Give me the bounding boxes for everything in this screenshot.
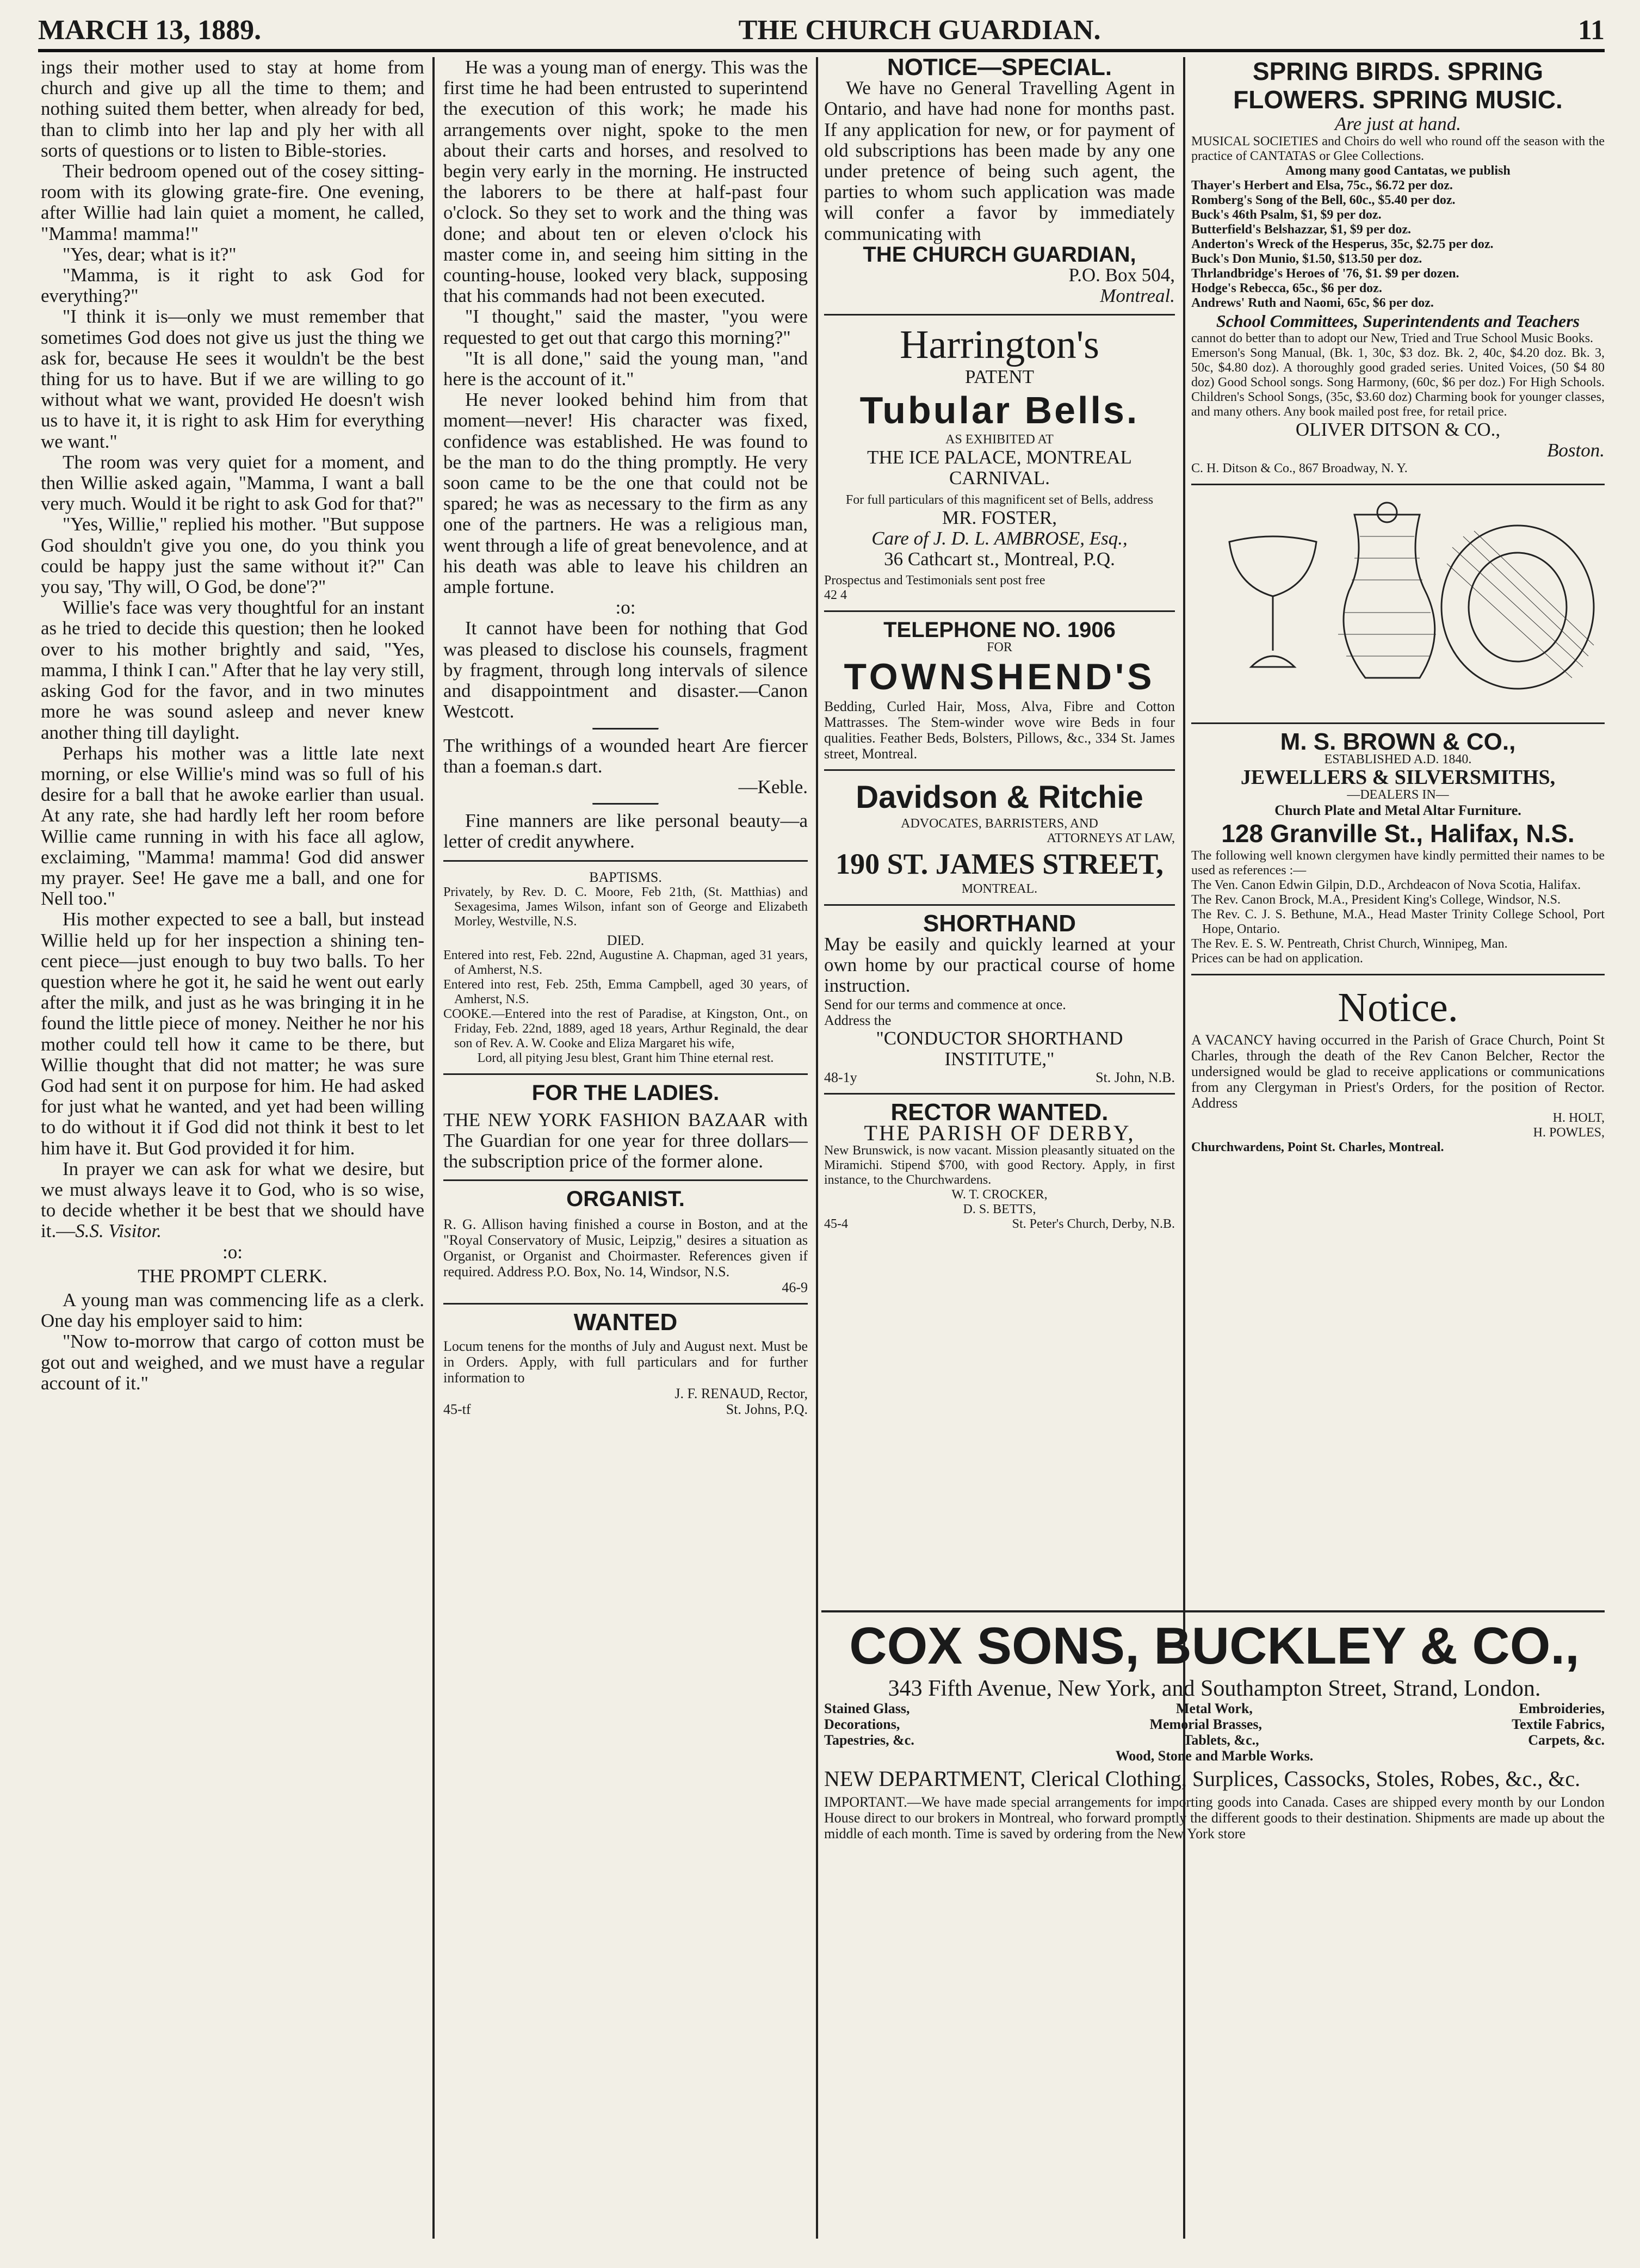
ladies-text: THE NEW YORK FASHION BAZAAR with The Guardian for one year for three dollars—the subscription price of the former alone.	[443, 1109, 808, 1172]
cantata-item: Thayer's Herbert and Elsa, 75c., $6.72 per doz.	[1191, 178, 1453, 193]
cantata-item: Buck's 46th Psalm, $1, $9 per doz.	[1191, 208, 1382, 223]
story-para: "Now to-morrow that cargo of cotton must be got out and weighed, and we must have a regular account of it."	[41, 1331, 424, 1394]
quote-manners: Fine manners are like personal beauty—a letter of credit anywhere.	[443, 810, 808, 852]
baptisms-title: BAPTISMS.	[589, 869, 662, 885]
cox-row	[824, 1716, 1605, 1732]
davidson-ritchie-name: Davidson & Ritchie	[856, 779, 1143, 815]
school-committees-text: cannot do better than to adopt our New, Tried and True School Music Books.	[1191, 331, 1594, 346]
cantata-item: Butterfield's Belshazzar, $1, $9 per doz.	[1191, 223, 1411, 237]
story-para-text: In prayer we can ask for what we desire, but we must always leave it to God, who is so wise, to decide whether it be best that we should have it.—	[41, 1158, 424, 1242]
cantata-item: Andrews' Ruth and Naomi, 65c, $6 per doz.	[1191, 296, 1434, 311]
separator: :o:	[222, 1241, 243, 1263]
reference-item: The Rev. Canon Brock, M.A., President King's College, Windsor, N.S.	[1191, 893, 1561, 907]
dr-city: MONTREAL.	[961, 881, 1038, 896]
died-entry: Entered into rest, Feb. 22nd, Augustine A. Chapman, aged 31 years, of Amherst, N.S.	[443, 948, 808, 977]
bells-exhibited: AS EXHIBITED AT	[945, 432, 1054, 447]
reference-item: The Rev. E. S. W. Pentreath, Christ Church, Winnipeg, Man.	[1191, 937, 1508, 951]
rector-footer	[824, 1217, 1175, 1232]
reference-item: The Rev. C. J. S. Bethune, M.A., Head Master Trinity College School, Port Hope, Ontario.	[1191, 907, 1605, 937]
story-para: A young man was commencing life as a clerk. One day his employer said to him:	[41, 1289, 424, 1332]
organist-code: 46-9	[782, 1279, 808, 1295]
bells-care: Care of J. D. L. AMBROSE, Esq.,	[871, 528, 1128, 549]
shorthand-text: May be easily and quickly learned at your own home by our practical course of home instruction.	[824, 934, 1175, 997]
rule	[443, 860, 808, 862]
header-date: MARCH 13, 1889.	[38, 14, 262, 46]
story-column-2	[443, 57, 808, 2239]
story-para: "I think it is—only we must remember that sometimes God does not give us just the thing we ask for, because He sees it wouldn't be the best thing for us to have. But if we are willing to go without what we want, provided He doesn't wish us to have it, it is right to ask Him for everything we want."	[41, 306, 424, 452]
cox-item: Decorations,	[824, 1716, 900, 1732]
notice-signature: Churchwardens, Point St. Charles, Montreal.	[1191, 1140, 1444, 1155]
story-para	[41, 1159, 424, 1242]
chalice-stem	[1251, 596, 1295, 667]
rule	[824, 610, 1175, 612]
rule	[824, 769, 1175, 771]
shorthand-title: SHORTHAND	[923, 910, 1076, 937]
story-para: "Mamma, is it right to ask God for everything?"	[41, 264, 424, 307]
rector-place: St. Peter's Church, Derby, N.B.	[1012, 1217, 1175, 1232]
cantata-item: Romberg's Song of the Bell, 60c., $5.40 per doz.	[1191, 193, 1456, 208]
ads-column-4	[1191, 57, 1605, 1591]
spring-birds-title: SPRING BIRDS. SPRING FLOWERS. SPRING MUSIC.	[1233, 57, 1563, 114]
townshend-text: Bedding, Curled Hair, Moss, Alva, Fibre and Cotton Mattrasses. The Stem-winder wove wire Beds in four qualities. Feather Beds, Bolsters, Pillows, &c., 334 St. James street, Montreal.	[824, 698, 1175, 762]
wanted-code: 45-tf	[443, 1401, 471, 1417]
bells-code: 42 4	[824, 588, 847, 602]
msbrown-address: 128 Granville St., Halifax, N.S.	[1221, 819, 1575, 848]
notice-org: THE CHURCH GUARDIAN,	[863, 242, 1136, 267]
rector-name-1: W. T. CROCKER,	[951, 1188, 1048, 1202]
cox-item: Metal Work,	[1175, 1701, 1253, 1716]
shorthand-institute: "CONDUCTOR SHORTHAND INSTITUTE,"	[876, 1027, 1123, 1070]
bells-title: Tubular Bells.	[859, 388, 1140, 431]
rule	[1191, 974, 1605, 975]
column-rule	[816, 57, 818, 2239]
ladies-title: FOR THE LADIES.	[531, 1080, 720, 1105]
cox-row-4: Wood, Stone and Marble Works.	[1115, 1748, 1314, 1764]
rule	[824, 904, 1175, 906]
wanted-name: J. F. RENAUD, Rector,	[674, 1385, 808, 1401]
spring-birds-text: MUSICAL SOCIETIES and Choirs do well who round off the season with the practice of CANTATAS or Glee Collections.	[1191, 134, 1605, 164]
telephone-for: FOR	[987, 640, 1012, 654]
school-books: Emerson's Song Manual, (Bk. 1, 30c, $3 doz. Bk. 2, 40c, $4.20 doz. Bk. 3, 50c, $4.80 doz). A thoroughly good graded series. United Voices, (50 $4 80 doz) Good School songs. Song Harmony, (60c, $6 per doz.) For High Schools. Children's School Songs, (35c, $3.60 doz) Charming book for younger classes, and many others. Any book mailed post free, for retail price.	[1191, 346, 1605, 419]
notice-name-2: H. POWLES,	[1533, 1126, 1605, 1140]
died-entry: COOKE.—Entered into the rest of Paradise, at Kingston, Ont., on Friday, Feb. 22nd, 1889, aged 18 years, Arthur Reginald, the dear son of Rev. A. W. Cooke and Eliza Margaret his wife,	[443, 1006, 808, 1050]
bells-patent: PATENT	[964, 366, 1035, 388]
rule	[443, 1179, 808, 1181]
short-rule	[592, 728, 659, 730]
shorthand-footer	[824, 1070, 1175, 1085]
msbrown-trade: JEWELLERS & SILVERSMITHS,	[1240, 766, 1556, 789]
story-para: "Yes, dear; what is it?"	[63, 243, 237, 265]
story-para: "Yes, Willie," replied his mother. "But suppose God shouldn't give you one, do you think you could be happy just the same without it?" Can you say, 'Thy will, O God, be done'?"	[41, 514, 424, 598]
cox-important: IMPORTANT.—We have made special arrangements for importing goods into Canada. Cases are shipped every month by our London House direct to our brokers in Montreal, who forward promptly the different goods to their destination. Shipments are made up about the middle of each month. Time is saved by ordering from the New York store	[824, 1794, 1605, 1841]
church-plate-engraving	[1191, 493, 1605, 710]
rule	[1191, 484, 1605, 485]
story-para: "It is all done," said the young man, "and here is the account of it."	[443, 347, 808, 390]
dr-line2: ATTORNEYS AT LAW,	[1047, 831, 1175, 845]
cox-item: Carpets, &c.	[1528, 1732, 1605, 1748]
organist-text: R. G. Allison having finished a course in Boston, and at the "Royal Conservatory of Music, Leipzig," desires a situation as Organist, or Organist and Choirmaster. References given if required. Address P.O. Box, No. 14, Windsor, N.S.	[443, 1216, 808, 1280]
rule	[443, 1303, 808, 1305]
cantata-item: Thrlandbridge's Heroes of '76, $1. $9 per dozen.	[1191, 267, 1459, 281]
cox-ad	[824, 1616, 1605, 2236]
header-page: 11	[1577, 14, 1605, 46]
story-para: He never looked behind him from that moment—never! His character was fixed, confidence was established. He was found to be the man to do the thing promptly. He very soon came to be the one that could not be spared; he was as necessary to the firm as any one of the partners. He was a religious man, went through a life of great benevolence, and at his death was able to leave his children an ample fortune.	[443, 389, 808, 598]
dr-address: 190 ST. JAMES STREET,	[836, 847, 1164, 880]
cantata-item: Buck's Don Munio, $1.50, $13.50 per doz.	[1191, 252, 1422, 267]
story-para: Their bedroom opened out of the cosey sitting-room with its glowing grate-fire. One evening, after Willie had lain quiet a moment, he called, "Mamma! mamma!"	[41, 160, 424, 244]
notice-city: Montreal.	[1100, 285, 1175, 307]
cox-item: Embroideries,	[1519, 1701, 1605, 1716]
msbrown-dealers: —DEALERS IN—	[1347, 788, 1449, 802]
townshend-name: TOWNSHEND'S	[844, 656, 1155, 697]
separator: :o:	[615, 597, 636, 619]
died-title: DIED.	[607, 932, 645, 948]
notice-special-title: NOTICE—SPECIAL.	[887, 57, 1112, 81]
died-entry: Entered into rest, Feb. 25th, Emma Campbell, aged 30 years, of Amherst, N.S.	[443, 977, 808, 1006]
rector-head: THE PARISH OF DERBY,	[864, 1121, 1135, 1146]
bells-place: THE ICE PALACE, MONTREAL CARNIVAL.	[867, 446, 1132, 489]
bells-name: Harrington's	[900, 323, 1099, 368]
notice-name-1: H. HOLT,	[1552, 1111, 1605, 1126]
baptism-entry: Privately, by Rev. D. C. Moore, Feb 21th, (St. Matthias) and Sexagesima, James Wilson, infant son of George and Elizabeth Morley, Westville, N.S.	[443, 885, 808, 929]
cantata-item: Anderton's Wreck of the Hesperus, 35c, $2.75 per doz.	[1191, 237, 1494, 252]
cox-item: Tapestries, &c.	[824, 1732, 914, 1748]
msbrown-title: M. S. BROWN & CO.,	[1280, 728, 1516, 755]
story-para: ings their mother used to stay at home from church and give up all the time to them; and nothing suited them better, when already for bed, than to climb into her lap and ply her with all sorts of questions or to listen to Bible-stories.	[41, 57, 424, 161]
story-title: THE PROMPT CLERK.	[138, 1265, 327, 1287]
wanted-title: WANTED	[573, 1308, 678, 1336]
dr-line1: ADVOCATES, BARRISTERS, AND	[901, 816, 1098, 831]
quote-keble-source: —Keble.	[738, 776, 808, 798]
story-column	[41, 57, 424, 2239]
rector-title: RECTOR WANTED.	[890, 1099, 1109, 1126]
died-verse: Lord, all pitying Jesu blest, Grant him Thine eternal rest.	[477, 1050, 774, 1065]
notice-box: P.O. Box 504,	[1068, 264, 1175, 286]
rector-text: New Brunswick, is now vacant. Mission pleasantly situated on the Miramichi. Stipend $700, with good Rectory. Apply, in first instance, to the Churchwardens.	[824, 1144, 1175, 1188]
ditson-city: Boston.	[1547, 440, 1605, 461]
shorthand-send: Send for our terms and commence at once.	[824, 996, 1066, 1012]
shorthand-city: St. John, N.B.	[1096, 1070, 1175, 1086]
rule	[824, 1093, 1175, 1095]
ad-top-rule	[821, 1610, 1605, 1612]
ditson-name: OLIVER DITSON & CO.,	[1295, 419, 1501, 441]
shorthand-code: 48-1y	[824, 1070, 857, 1086]
story-para: "I thought," said the master, "you were requested to get out that cargo this morning?"	[443, 306, 808, 348]
chalice-bowl	[1229, 536, 1316, 596]
msbrown-items: Church Plate and Metal Altar Furniture.	[1274, 802, 1521, 819]
rector-code: 45-4	[824, 1217, 848, 1232]
bells-contact: MR. FOSTER,	[942, 507, 1057, 529]
notice-special-text: We have no General Travelling Agent in Ontario, and have had none for months past. If any application for new, or for payment of old subscriptions has been made by any one under pretence of being such agent, the parties to whom such application was made will confer a favor by immediately communicating with	[824, 77, 1175, 244]
bells-note: Prospectus and Testimonials sent post free	[824, 573, 1045, 588]
story-para: His mother expected to see a ball, but instead Willie held up for her inspection a shining ten-cent piece—just enough to buy two balls. To her question where he got it, he said he went out early after the milk, and just as he was bringing it in he found the little piece of money. Neither he nor his mother could tell how it came to be there, but Willie thought that did not matter; he was sure God had sent it on purpose for him. He had asked for just what he wanted, and yet had been willing to do without it if God did not think it best to let him have it. But God provided it for him.	[41, 909, 424, 1159]
story-para: Perhaps his mother was a little late next morning, or else Willie's mind was so full of his desire for a ball that he awoke earlier than usual. At any rate, she had hardly left her room before Willie came running in with his face all aglow, exclaiming, "Mamma! mamma! God did answer my prayer. See! He gave me a ball, and one for Nell too."	[41, 742, 424, 910]
bells-info: For full particulars of this magnificent set of Bells, address	[845, 493, 1154, 508]
cantata-item: Hodge's Rebecca, 65c., $6 per doz.	[1191, 281, 1382, 296]
cox-title: COX SONS, BUCKLEY & CO.,	[849, 1617, 1580, 1675]
rector-name-2: D. S. BETTS,	[963, 1202, 1036, 1217]
column-rule	[432, 57, 435, 2239]
story-para: The room was very quiet for a moment, and then Willie asked again, "Mamma, I want a ball very much. Would it be right to ask God for that?"	[41, 451, 424, 515]
rule	[824, 314, 1175, 316]
quote-keble: The writhings of a wounded heart Are fiercer than a foeman.s dart.	[443, 734, 808, 777]
story-para: He was a young man of energy. This was the first time he had been entrusted to superintend the execution of this work; he made his arrangements over night, spoke to the men about their carts and horses, and resolved to begin very early in the morning. He instructed the laborers to be there at half-past four o'clock. So they set to work and the thing was done; and about ten or eleven o'clock his master come in, and seeing him sitting in the counting-house, looked very black, supposing that his commands had not been executed.	[443, 57, 808, 307]
quote-westcott: It cannot have been for nothing that God was pleased to disclose his counsels, fragment by fragment, through long intervals of silence and disappointment and disaster.—Canon Westcott.	[443, 617, 808, 722]
cox-row	[824, 1701, 1605, 1716]
telephone-title: TELEPHONE NO. 1906	[883, 617, 1116, 642]
shorthand-address: Address the	[824, 1012, 892, 1028]
cox-item: Tablets, &c.,	[1183, 1732, 1259, 1748]
msbrown-intro: The following well known clergymen have kindly permitted their names to be used as references :—	[1191, 849, 1605, 878]
page-header	[38, 11, 1605, 52]
flagon	[1344, 515, 1435, 678]
notice-text: A VACANCY having occurred in the Parish of Grace Church, Point St Charles, through the death of the Rev Canon Belcher, Rector the undersigned would be glad to receive applications or communications from any Clergyman in Priest's Orders, for the position of Rector. Address	[1191, 1032, 1605, 1111]
header-title: THE CHURCH GUARDIAN.	[738, 14, 1101, 46]
cox-item: Memorial Brasses,	[1149, 1716, 1262, 1732]
wanted-footer	[443, 1401, 808, 1417]
story-source: S.S. Visitor.	[75, 1220, 162, 1242]
msbrown-est: ESTABLISHED A.D. 1840.	[1324, 752, 1472, 767]
cox-row	[824, 1732, 1605, 1748]
cox-new-department: NEW DEPARTMENT, Clerical Clothing, Surplices, Cassocks, Stoles, Robes, &c., &c.	[824, 1766, 1581, 1791]
school-committees: School Committees, Superintendents and Teachers	[1216, 311, 1580, 331]
story-para: Willie's face was very thoughtful for an instant as he tried to decide this question; then he looked over to his mother brightly and said, "Yes, mamma, I think I can." After that he lay very still, asking God for the favor, and in two minutes more he was sound asleep and never knew another thing till daylight.	[41, 597, 424, 743]
ditson-ny: C. H. Ditson & Co., 867 Broadway, N. Y.	[1191, 461, 1408, 475]
flagon-lid	[1377, 503, 1397, 522]
rule	[443, 1073, 808, 1075]
organist-title: ORGANIST.	[566, 1187, 685, 1212]
wanted-place: St. Johns, P.Q.	[726, 1401, 808, 1417]
cox-address: 343 Fifth Avenue, New York, and Southampton Street, Strand, London.	[888, 1676, 1541, 1701]
wanted-text: Locum tenens for the months of July and August next. Must be in Orders. Apply, with full particulars and for further information to	[443, 1338, 808, 1386]
spring-birds-among: Among many good Cantatas, we publish	[1285, 164, 1511, 178]
cox-item: Textile Fabrics,	[1512, 1716, 1605, 1732]
cox-item: Stained Glass,	[824, 1701, 910, 1716]
short-rule	[592, 803, 659, 805]
notice-title: Notice.	[1338, 985, 1458, 1031]
rule	[1191, 722, 1605, 724]
reference-item: The Ven. Canon Edwin Gilpin, D.D., Archdeacon of Nova Scotia, Halifax.	[1191, 878, 1581, 893]
bells-address: 36 Cathcart st., Montreal, P.Q.	[884, 548, 1115, 570]
spring-birds-sub: Are just at hand.	[1334, 113, 1462, 134]
msbrown-prices: Prices can be had on application.	[1191, 951, 1363, 966]
